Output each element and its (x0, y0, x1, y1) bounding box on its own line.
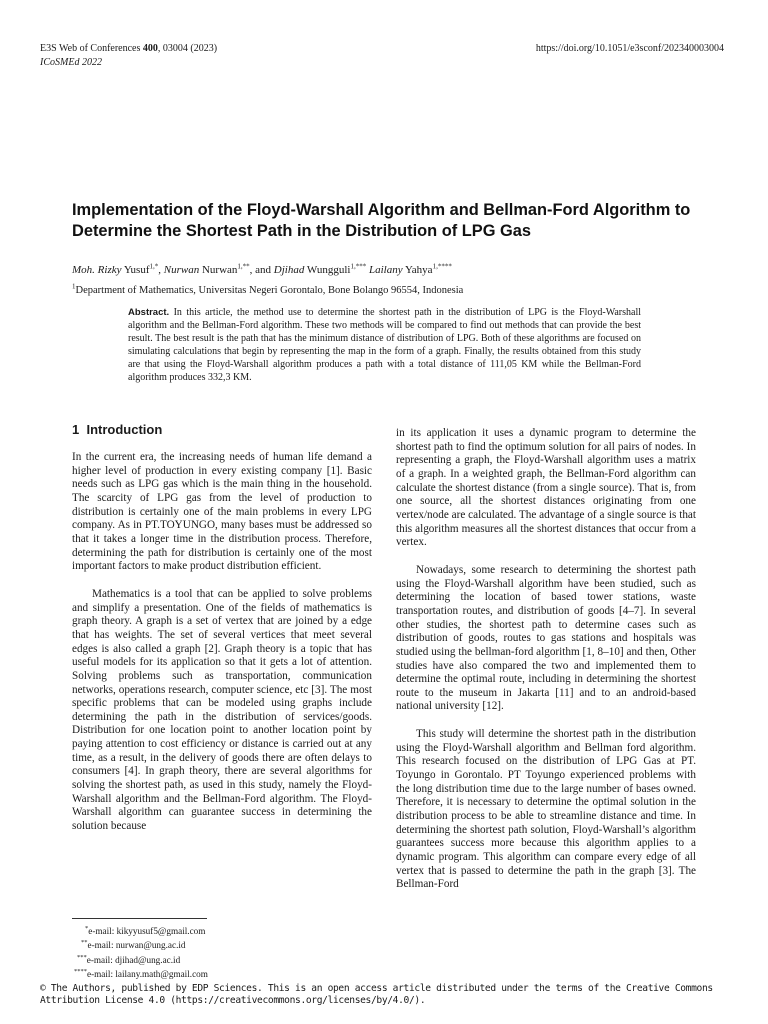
copyright-notice: © The Authors, published by EDP Sciences. This is an open access article distributed under the terms of the Creative Commons Attribution License 4.0 (https://creativecommons.org/licenses/by/4.0/). (40, 983, 713, 1006)
affiliation-text: Department of Mathematics, Universitas Negeri Gorontalo, Bone Bolango 96554, Indonesia (75, 285, 464, 296)
footnotes (74, 923, 208, 981)
paper-title: Implementation of the Floyd-Warshall Algorithm and Bellman-Ford Algorithm to Determine the Shortest Path in the Distribution of LPG Gas (72, 201, 691, 240)
paragraph: This study will determine the shortest path in the distribution using the Floyd-Warshall algorithm and Bellman ford algorithm. This research focused on the distribution of LPG Gas at PT. Toyungo in Gorontalo. PT Toyungo experienced problems with the long distribution time due to the large number of bases owned. Therefore, it is necessary to determine the optimal solution in the distribution process to be able to streamline distance and time. In determining the shortest path solution, Floyd-Warshall’s algorithm guarantees success more because this algorithm applies to a dynamic program. This algorithm can compare every edge of all vertex that is passed to determine the path in the graph [3]. The Bellman-Ford (396, 728, 696, 891)
paragraph: Nowadays, some research to determining the shortest path using the Floyd-Warshall algorithm have been studied, such as determining the location of based tower stations, waste transportation routes, and distribution of goods [4–7]. In several other studies, the shortest path to determine cases such as distribution of goods, routes to gas stations and hospitals was studied using the bellman-ford algorithm [1, 8–10] and then, Other studies have also compared the two and implemented them to determine the optimal route, including in determining the shortest route to the museum in Jakarta [11] and to an android-based national university [12]. (396, 563, 696, 713)
section-number: 1 (72, 422, 80, 437)
author: Nurwan Nurwan$^{1,**}$, and (163, 262, 274, 276)
article-info: , 03004 (2023) (157, 43, 218, 54)
abstract (128, 306, 641, 385)
footnote: *e-mail: kikyyusuf5@gmail.com (85, 925, 206, 937)
journal-name: E3S Web of Conferences (40, 43, 143, 54)
footnote-rule (72, 918, 207, 919)
abstract-text: In this article, the method use to determine the shortest path in the distribution of LPG is the Floyd-Warshall algorithm and the Bellman-Ford algorithm. These two methods will be compared to find out methods that can provide the best result. The best result is the path that has the minimum distance of distribution of LPG. Both of these algorithms are focused on simulating calculations that begin by representing the map in the form of a graph. Finally, the results obtained from this study are that using the Floyd-Warshall algorithm produces a path with a total distance of 111,05 KM while the Bellman-Ford algorithm produces 332,3 KM. (128, 307, 642, 384)
left-column (72, 451, 372, 834)
footnote: ****e-mail: lailany.math@gmail.com (74, 968, 208, 980)
volume-number: 400 (142, 43, 158, 54)
author-list (72, 263, 452, 277)
paragraph: in its application it uses a dynamic program to determine the shortest path to find the optimum solution for all pairs of nodes. In representing a graph, the Floyd-Warshall algorithm uses a matrix of a graph. In a weighted graph, the Bellman-Ford algorithm can calculate the shortest distance (from a single source). That is, from one source, all the shortest distances originating from one vertex/node are calculated. The advantage of a single source is that this algorithm measures all the shortest distances that occur from a vertex. (396, 427, 696, 549)
author: Lailany Yahya$^{1,****}$ (368, 262, 452, 276)
footnote: ***e-mail: djihad@ung.ac.id (77, 953, 181, 965)
paragraph: In the current era, the increasing needs of human life demand a higher level of production in every existing company [1]. Basic needs such as LPG gas which is the main thing in the household. The scarcity of LPG gas from the level of production to distribution is certainly one of the main problems in every LPG company. As in PT.TOYUNGO, many bases must be addressed so that it takes a longer time in the distribution process. Therefore, determining the path for distribution is certainly one of the most important factors to make product distribution efficient. (72, 451, 372, 573)
footnote: **e-mail: nurwan@ung.ac.id (81, 939, 186, 951)
section-title: Introduction (86, 422, 163, 437)
conference-name: ICoSMEd 2022 (40, 57, 102, 68)
paragraph: Mathematics is a tool that can be applied to solve problems and simplify a presentation. One of the fields of mathematics is graph theory. A graph is a set of vertex that are joined by a edge that has weights. The set of several vertices that meet several edges is also called a graph [2]. Graph theory is a topic that has useful models for its application so that it gets a lot of attention. Solving problems such as transportation, communication networks, operations research, computer science, etc [3]. The most specific problems that can be modeled using graphs include determining the path in the distribution of services/goods. Distribution for one location point to another location point by paying attention to cost efficiency or distance is carried out at any time, as a result, in the delivery of goods there are often delays to consumers [4]. In graph theory, there are several algorithms for solving the shortest path, as used in this study, namely the Floyd-Warshall algorithm and the Bellman-Ford algorithm. The Floyd-Warshall algorithm can guarantee success in determining the solution because (72, 587, 372, 833)
author: Moh. Rizky Yusuf$^{1,*}$, (72, 262, 164, 276)
affiliation-mark: 1 (72, 282, 76, 291)
section-heading (72, 422, 162, 438)
right-column (396, 427, 696, 892)
abstract-label: Abstract. (128, 307, 170, 318)
journal-citation (40, 43, 217, 55)
affiliation (72, 284, 463, 297)
doi-link[interactable]: https://doi.org/10.1051/e3sconf/202340003004 (535, 43, 724, 54)
author: Djihad Wungguli$^{1,***}$ (273, 262, 367, 276)
